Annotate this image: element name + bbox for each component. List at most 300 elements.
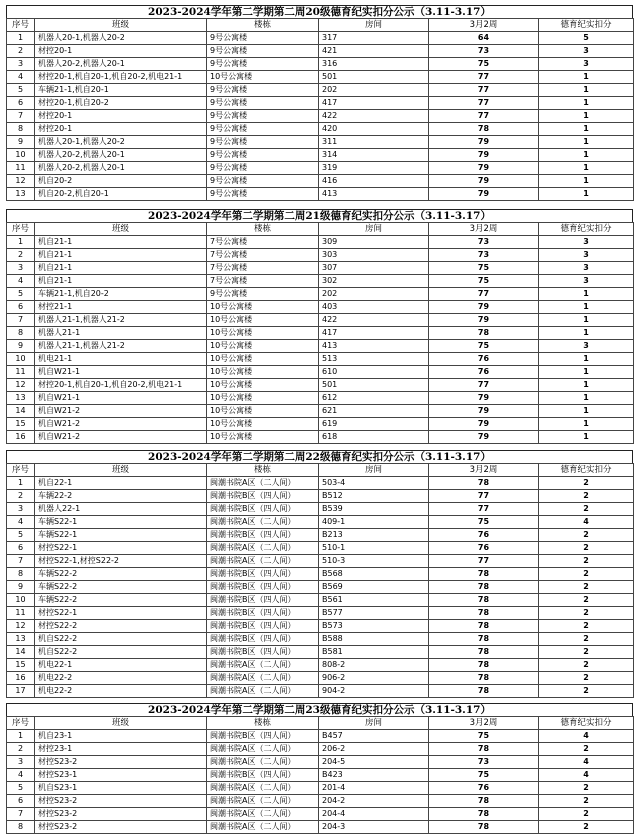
table-cell: 610 — [319, 366, 429, 379]
table-cell: 3 — [539, 249, 634, 262]
table-cell: 1 — [7, 32, 35, 45]
table-row — [7, 607, 634, 620]
table-cell: 10号公寓楼 — [207, 392, 319, 405]
table-cell: 1 — [539, 84, 634, 97]
table-cell: 403 — [319, 301, 429, 314]
table-cell: 闽潮书院A区（二人间） — [207, 795, 319, 808]
table-cell: 材控S22-1 — [35, 542, 207, 555]
table-cell: 闽潮书院B区（四人间） — [207, 607, 319, 620]
table-cell: 7 — [7, 555, 35, 568]
table-cell: 906-2 — [319, 672, 429, 685]
table-cell: 302 — [319, 275, 429, 288]
table-cell: 车辆S22-1 — [35, 516, 207, 529]
table-cell: 417 — [319, 97, 429, 110]
table-row — [7, 405, 634, 418]
score-table — [6, 18, 634, 201]
table-cell: 808-2 — [319, 659, 429, 672]
column-header: 班级 — [35, 223, 207, 236]
table-cell: 2 — [539, 581, 634, 594]
table-cell: 9 — [7, 340, 35, 353]
table-cell: 机器人21-1,机器人21-2 — [35, 340, 207, 353]
table-cell: 73 — [429, 45, 539, 58]
table-cell: 机电22-2 — [35, 685, 207, 698]
table-cell: 9号公寓楼 — [207, 175, 319, 188]
header-row — [7, 19, 634, 32]
table-cell: 10号公寓楼 — [207, 301, 319, 314]
table-cell: 75 — [429, 262, 539, 275]
table-cell: 3 — [539, 275, 634, 288]
table-cell: 机自21-1 — [35, 275, 207, 288]
score-table-block — [6, 5, 633, 201]
table-cell: 1 — [539, 301, 634, 314]
column-header: 3月2周 — [429, 464, 539, 477]
table-cell: B569 — [319, 581, 429, 594]
table-cell: 5 — [7, 782, 35, 795]
table-row — [7, 769, 634, 782]
table-cell: 1 — [539, 366, 634, 379]
table-cell: 79 — [429, 418, 539, 431]
table-cell: 4 — [539, 730, 634, 743]
table-row — [7, 594, 634, 607]
table-row — [7, 149, 634, 162]
table-cell: 77 — [429, 97, 539, 110]
table-cell: 7 — [7, 808, 35, 821]
table-cell: 1 — [539, 175, 634, 188]
table-cell: 7号公寓楼 — [207, 236, 319, 249]
table-cell: 1 — [539, 379, 634, 392]
table-cell: B568 — [319, 568, 429, 581]
column-header: 房间 — [319, 223, 429, 236]
column-header: 3月2周 — [429, 19, 539, 32]
table-cell: 2 — [539, 529, 634, 542]
table-cell: 316 — [319, 58, 429, 71]
table-cell: 2 — [539, 568, 634, 581]
table-cell: 材控S23-1 — [35, 769, 207, 782]
table-cell: 3 — [7, 503, 35, 516]
table-cell: 车辆21-1,机自20-2 — [35, 288, 207, 301]
table-cell: 11 — [7, 162, 35, 175]
table-cell: 闽潮书院B区（四人间） — [207, 620, 319, 633]
table-cell: 机自W21-1 — [35, 366, 207, 379]
table-cell: 2 — [539, 672, 634, 685]
table-row — [7, 730, 634, 743]
table-cell: 机器人20-1,机器人20-2 — [35, 32, 207, 45]
table-cell: 77 — [429, 503, 539, 516]
table-cell: 2 — [539, 594, 634, 607]
table-cell: 73 — [429, 236, 539, 249]
table-cell: 78 — [429, 808, 539, 821]
table-cell: 1 — [539, 188, 634, 201]
table-row — [7, 32, 634, 45]
table-cell: 77 — [429, 379, 539, 392]
table-cell: B512 — [319, 490, 429, 503]
table-cell: 闽潮书院A区（二人间） — [207, 672, 319, 685]
table-cell: 1 — [539, 327, 634, 340]
table-cell: 1 — [7, 477, 35, 490]
table-cell: 8 — [7, 327, 35, 340]
column-header: 德育纪实扣分 — [539, 223, 634, 236]
column-header: 楼栋 — [207, 223, 319, 236]
header-row — [7, 464, 634, 477]
table-cell: 78 — [429, 327, 539, 340]
table-row — [7, 136, 634, 149]
table-cell: 79 — [429, 431, 539, 444]
table-cell: 77 — [429, 110, 539, 123]
table-cell: B539 — [319, 503, 429, 516]
table-cell: 1 — [539, 162, 634, 175]
table-cell: 10号公寓楼 — [207, 366, 319, 379]
table-cell: 4 — [7, 71, 35, 84]
table-cell: 闽潮书院A区（二人间） — [207, 516, 319, 529]
score-table — [6, 716, 634, 834]
table-cell: 2 — [539, 743, 634, 756]
table-cell: 5 — [7, 84, 35, 97]
table-row — [7, 633, 634, 646]
table-cell: 2 — [7, 249, 35, 262]
table-cell: 421 — [319, 45, 429, 58]
table-cell: 75 — [429, 275, 539, 288]
table-cell: 材控20-1 — [35, 45, 207, 58]
score-table-block — [6, 209, 633, 444]
table-cell: 6 — [7, 97, 35, 110]
table-cell: 闽潮书院B区（四人间） — [207, 529, 319, 542]
table-cell: 15 — [7, 659, 35, 672]
column-header: 序号 — [7, 464, 35, 477]
table-cell: 2 — [539, 607, 634, 620]
table-cell: 2 — [539, 477, 634, 490]
table-cell: 78 — [429, 659, 539, 672]
table-cell: 8 — [7, 568, 35, 581]
column-header: 序号 — [7, 717, 35, 730]
table-cell: 78 — [429, 581, 539, 594]
table-cell: 420 — [319, 123, 429, 136]
table-cell: 9 — [7, 581, 35, 594]
table-cell: 78 — [429, 123, 539, 136]
table-row — [7, 379, 634, 392]
table-cell: 材控S22-2 — [35, 620, 207, 633]
table-row — [7, 392, 634, 405]
table-cell: 1 — [539, 123, 634, 136]
table-cell: 77 — [429, 490, 539, 503]
table-cell: B577 — [319, 607, 429, 620]
table-row — [7, 327, 634, 340]
table-cell: 13 — [7, 633, 35, 646]
table-cell: 78 — [429, 633, 539, 646]
table-cell: 510-3 — [319, 555, 429, 568]
score-table — [6, 463, 634, 698]
column-header: 德育纪实扣分 — [539, 464, 634, 477]
table-cell: 1 — [7, 236, 35, 249]
table-row — [7, 646, 634, 659]
table-cell: 闽潮书院B区（四人间） — [207, 503, 319, 516]
column-header: 3月2周 — [429, 223, 539, 236]
table-cell: 9号公寓楼 — [207, 288, 319, 301]
table-row — [7, 685, 634, 698]
table-cell: 闽潮书院B区（四人间） — [207, 490, 319, 503]
table-cell: 16 — [7, 672, 35, 685]
score-table-block — [6, 703, 633, 834]
table-cell: 77 — [429, 288, 539, 301]
column-header: 楼栋 — [207, 464, 319, 477]
table-cell: 6 — [7, 795, 35, 808]
table-cell: 6 — [7, 542, 35, 555]
table-cell: 9号公寓楼 — [207, 45, 319, 58]
table-cell: 1 — [539, 392, 634, 405]
table-cell: 3 — [539, 262, 634, 275]
table-cell: 闽潮书院A区（二人间） — [207, 477, 319, 490]
table-cell: 16 — [7, 431, 35, 444]
table-cell: 10号公寓楼 — [207, 379, 319, 392]
table-cell: 10号公寓楼 — [207, 314, 319, 327]
table-cell: 1 — [7, 730, 35, 743]
table-cell: 10号公寓楼 — [207, 327, 319, 340]
table-cell: 618 — [319, 431, 429, 444]
table-cell: 78 — [429, 477, 539, 490]
table-cell: 202 — [319, 84, 429, 97]
table-cell: 4 — [7, 769, 35, 782]
table-cell: 79 — [429, 149, 539, 162]
table-row — [7, 795, 634, 808]
table-cell: 闽潮书院B区（四人间） — [207, 581, 319, 594]
table-cell: 2 — [7, 45, 35, 58]
table-cell: 9号公寓楼 — [207, 84, 319, 97]
table-cell: 15 — [7, 418, 35, 431]
table-cell: 75 — [429, 340, 539, 353]
table-cell: 机器人20-2,机器人20-1 — [35, 162, 207, 175]
table-row — [7, 756, 634, 769]
table-cell: 闽潮书院A区（二人间） — [207, 821, 319, 834]
column-header: 德育纪实扣分 — [539, 19, 634, 32]
table-cell: 75 — [429, 58, 539, 71]
table-cell: 73 — [429, 249, 539, 262]
table-row — [7, 418, 634, 431]
table-cell: 201-4 — [319, 782, 429, 795]
table-cell: 307 — [319, 262, 429, 275]
table-row — [7, 503, 634, 516]
table-cell: 材控20-1 — [35, 123, 207, 136]
table-cell: 79 — [429, 188, 539, 201]
column-header: 班级 — [35, 717, 207, 730]
table-cell: 1 — [539, 353, 634, 366]
table-cell: 材控S23-2 — [35, 795, 207, 808]
table-cell: 78 — [429, 594, 539, 607]
table-cell: 14 — [7, 646, 35, 659]
table-cell: 机器人20-2,机器人20-1 — [35, 58, 207, 71]
table-title: 2023-2024学年第二学期第二周23级德育纪实扣分公示（3.11-3.17） — [6, 703, 633, 716]
table-cell: 2 — [539, 503, 634, 516]
table-cell: 78 — [429, 568, 539, 581]
table-cell: 材控S23-2 — [35, 756, 207, 769]
table-cell: 机自S22-2 — [35, 646, 207, 659]
table-cell: 79 — [429, 301, 539, 314]
table-cell: 7号公寓楼 — [207, 249, 319, 262]
table-cell: 9号公寓楼 — [207, 58, 319, 71]
table-cell: 1 — [539, 110, 634, 123]
table-cell: 2 — [539, 620, 634, 633]
table-cell: 闽潮书院B区（四人间） — [207, 568, 319, 581]
table-cell: 2 — [539, 782, 634, 795]
table-cell: 闽潮书院B区（四人间） — [207, 769, 319, 782]
table-cell: 8 — [7, 123, 35, 136]
table-cell: 78 — [429, 607, 539, 620]
table-row — [7, 71, 634, 84]
table-row — [7, 555, 634, 568]
table-row — [7, 542, 634, 555]
table-cell: 73 — [429, 756, 539, 769]
table-cell: 9号公寓楼 — [207, 123, 319, 136]
table-cell: 机器人21-1,机器人21-2 — [35, 314, 207, 327]
table-cell: 9号公寓楼 — [207, 97, 319, 110]
table-cell: 机自S22-2 — [35, 633, 207, 646]
table-cell: 78 — [429, 821, 539, 834]
table-cell: 2 — [539, 821, 634, 834]
table-cell: 机电22-1 — [35, 659, 207, 672]
table-cell: 12 — [7, 379, 35, 392]
table-cell: 10号公寓楼 — [207, 340, 319, 353]
table-row — [7, 431, 634, 444]
table-cell: 2 — [539, 555, 634, 568]
table-cell: 10 — [7, 149, 35, 162]
table-row — [7, 236, 634, 249]
table-cell: 501 — [319, 71, 429, 84]
table-cell: 车辆21-1,机自20-1 — [35, 84, 207, 97]
table-cell: 10号公寓楼 — [207, 418, 319, 431]
table-cell: 闽潮书院B区（四人间） — [207, 594, 319, 607]
table-cell: 77 — [429, 71, 539, 84]
column-header: 3月2周 — [429, 717, 539, 730]
table-row — [7, 568, 634, 581]
table-cell: 机自W21-1 — [35, 392, 207, 405]
table-cell: 材控S23-2 — [35, 821, 207, 834]
table-row — [7, 782, 634, 795]
table-cell: 64 — [429, 32, 539, 45]
table-cell: 机自W21-2 — [35, 431, 207, 444]
table-cell: B588 — [319, 633, 429, 646]
table-cell: 机电21-1 — [35, 353, 207, 366]
table-cell: 204-3 — [319, 821, 429, 834]
table-row — [7, 516, 634, 529]
table-row — [7, 110, 634, 123]
table-cell: 2 — [539, 542, 634, 555]
table-cell: 75 — [429, 730, 539, 743]
column-header: 楼栋 — [207, 717, 319, 730]
table-cell: 206-2 — [319, 743, 429, 756]
column-header: 房间 — [319, 19, 429, 32]
table-row — [7, 353, 634, 366]
table-cell: 303 — [319, 249, 429, 262]
table-cell: 7号公寓楼 — [207, 275, 319, 288]
table-row — [7, 301, 634, 314]
table-cell: 413 — [319, 340, 429, 353]
table-cell: 闽潮书院A区（二人间） — [207, 542, 319, 555]
column-header: 班级 — [35, 464, 207, 477]
table-row — [7, 314, 634, 327]
table-cell: 车辆S22-1 — [35, 529, 207, 542]
column-header: 班级 — [35, 19, 207, 32]
table-cell: 闽潮书院A区（二人间） — [207, 808, 319, 821]
table-cell: 10 — [7, 594, 35, 607]
table-cell: 78 — [429, 672, 539, 685]
table-cell: 311 — [319, 136, 429, 149]
table-cell: 10号公寓楼 — [207, 405, 319, 418]
table-cell: 1 — [539, 418, 634, 431]
table-cell: 2 — [539, 659, 634, 672]
table-cell: 76 — [429, 353, 539, 366]
table-cell: 1 — [539, 288, 634, 301]
table-row — [7, 275, 634, 288]
table-cell: 9号公寓楼 — [207, 32, 319, 45]
table-cell: 619 — [319, 418, 429, 431]
table-cell: 202 — [319, 288, 429, 301]
table-row — [7, 366, 634, 379]
table-row — [7, 175, 634, 188]
table-cell: B581 — [319, 646, 429, 659]
table-cell: 机自21-1 — [35, 236, 207, 249]
table-cell: 2 — [7, 743, 35, 756]
table-cell: 材控S23-2 — [35, 808, 207, 821]
table-cell: 5 — [7, 529, 35, 542]
table-cell: 材控S22-1 — [35, 607, 207, 620]
table-cell: 79 — [429, 175, 539, 188]
table-cell: 78 — [429, 620, 539, 633]
table-cell: 机器人20-1,机器人20-2 — [35, 136, 207, 149]
table-cell: 闽潮书院A区（二人间） — [207, 659, 319, 672]
table-cell: 1 — [539, 97, 634, 110]
table-cell: 闽潮书院B区（四人间） — [207, 646, 319, 659]
table-cell: 78 — [429, 743, 539, 756]
table-cell: 2 — [539, 685, 634, 698]
table-cell: 机器人21-1 — [35, 327, 207, 340]
table-cell: 11 — [7, 366, 35, 379]
table-cell: 75 — [429, 516, 539, 529]
table-cell: 7 — [7, 314, 35, 327]
column-header: 序号 — [7, 223, 35, 236]
table-row — [7, 58, 634, 71]
table-cell: 9号公寓楼 — [207, 136, 319, 149]
table-cell: 422 — [319, 314, 429, 327]
table-cell: 闽潮书院A区（二人间） — [207, 782, 319, 795]
table-cell: 1 — [539, 149, 634, 162]
table-row — [7, 659, 634, 672]
table-cell: 79 — [429, 136, 539, 149]
table-cell: 904-2 — [319, 685, 429, 698]
table-cell: 76 — [429, 782, 539, 795]
table-row — [7, 581, 634, 594]
table-cell: 79 — [429, 392, 539, 405]
table-row — [7, 97, 634, 110]
table-cell: 7 — [7, 110, 35, 123]
table-cell: 机自W21-2 — [35, 418, 207, 431]
table-cell: 2 — [539, 490, 634, 503]
score-table — [6, 222, 634, 444]
table-cell: 3 — [539, 340, 634, 353]
table-row — [7, 123, 634, 136]
table-cell: 4 — [539, 516, 634, 529]
table-cell: 3 — [7, 756, 35, 769]
table-cell: 1 — [539, 136, 634, 149]
header-row — [7, 223, 634, 236]
table-row — [7, 162, 634, 175]
table-cell: 11 — [7, 607, 35, 620]
table-cell: 12 — [7, 175, 35, 188]
table-cell: 机自22-1 — [35, 477, 207, 490]
table-cell: 1 — [539, 314, 634, 327]
table-cell: 10 — [7, 353, 35, 366]
table-cell: 机自20-2 — [35, 175, 207, 188]
table-cell: 3 — [7, 262, 35, 275]
table-cell: 9号公寓楼 — [207, 162, 319, 175]
table-cell: 4 — [7, 275, 35, 288]
